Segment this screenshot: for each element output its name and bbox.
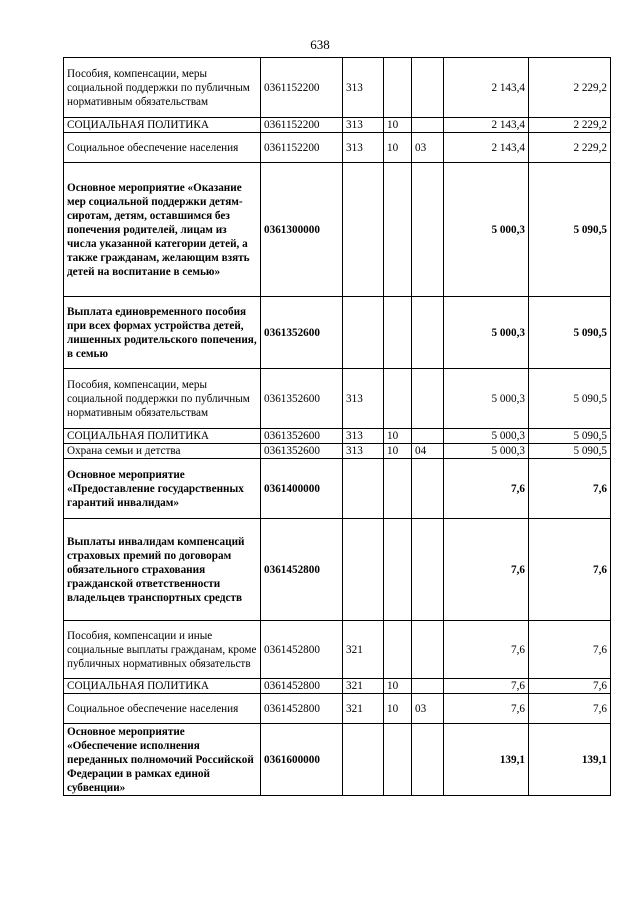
row-subsection: [412, 621, 444, 679]
table-row: [64, 519, 611, 621]
row-name: Пособия, компенсации, меры социальной поддержки по публичным нормативным обязательствам: [64, 58, 261, 118]
row-code: 0361152200: [261, 133, 343, 163]
row-code: 0361452800: [261, 519, 343, 621]
row-code: 0361600000: [261, 724, 343, 796]
row-name: Основное мероприятие «Обеспечение исполнения переданных полномочий Российской Федерации в рамках единой субвенции»: [64, 724, 261, 796]
row-name: Выплата единовременного пособия при всех формах устройства детей, лишенных родительского попечения, в семью: [64, 297, 261, 369]
row-code: 0361452800: [261, 621, 343, 679]
table-body: [64, 58, 611, 796]
row-subsection: [412, 163, 444, 297]
row-subsection: [412, 724, 444, 796]
row-amount-2: 2 229,2: [529, 58, 611, 118]
row-amount-2: 5 090,5: [529, 429, 611, 444]
row-expense-type: [343, 724, 384, 796]
table-row: [64, 429, 611, 444]
row-amount-1: 2 143,4: [444, 118, 529, 133]
row-section: [384, 297, 412, 369]
row-section: 10: [384, 444, 412, 459]
row-name: СОЦИАЛЬНАЯ ПОЛИТИКА: [64, 118, 261, 133]
row-name: Социальное обеспечение населения: [64, 133, 261, 163]
row-amount-1: 7,6: [444, 459, 529, 519]
row-code: 0361152200: [261, 58, 343, 118]
row-name: Пособия, компенсации и иные социальные выплаты гражданам, кроме публичных нормативных обязательств: [64, 621, 261, 679]
page-number: 638: [310, 37, 330, 52]
row-subsection: [412, 679, 444, 694]
row-expense-type: 321: [343, 694, 384, 724]
row-code: 0361152200: [261, 118, 343, 133]
row-amount-1: 5 000,3: [444, 369, 529, 429]
row-amount-2: 5 090,5: [529, 163, 611, 297]
row-amount-2: 7,6: [529, 694, 611, 724]
row-section: [384, 519, 412, 621]
row-expense-type: 321: [343, 621, 384, 679]
row-expense-type: 313: [343, 58, 384, 118]
table-row: [64, 369, 611, 429]
row-amount-1: 5 000,3: [444, 444, 529, 459]
table-row: [64, 694, 611, 724]
row-name: Социальное обеспечение населения: [64, 694, 261, 724]
row-expense-type: [343, 297, 384, 369]
row-amount-2: 7,6: [529, 621, 611, 679]
row-section: [384, 58, 412, 118]
row-section: 10: [384, 429, 412, 444]
row-amount-2: 5 090,5: [529, 369, 611, 429]
row-amount-2: 5 090,5: [529, 297, 611, 369]
row-code: 0361452800: [261, 679, 343, 694]
row-expense-type: 313: [343, 444, 384, 459]
row-code: 0361352600: [261, 369, 343, 429]
row-subsection: 04: [412, 444, 444, 459]
row-expense-type: [343, 519, 384, 621]
row-name: СОЦИАЛЬНАЯ ПОЛИТИКА: [64, 429, 261, 444]
row-amount-1: 5 000,3: [444, 163, 529, 297]
table-row: [64, 133, 611, 163]
row-amount-2: 7,6: [529, 679, 611, 694]
row-subsection: [412, 459, 444, 519]
row-amount-2: 139,1: [529, 724, 611, 796]
row-subsection: [412, 118, 444, 133]
row-section: [384, 724, 412, 796]
row-section: [384, 459, 412, 519]
row-section: 10: [384, 118, 412, 133]
row-amount-2: 2 229,2: [529, 118, 611, 133]
row-section: 10: [384, 133, 412, 163]
row-expense-type: 313: [343, 429, 384, 444]
row-section: 10: [384, 679, 412, 694]
row-code: 0361452800: [261, 694, 343, 724]
row-amount-2: 2 229,2: [529, 133, 611, 163]
row-section: [384, 163, 412, 297]
table-row: [64, 724, 611, 796]
row-amount-1: 7,6: [444, 621, 529, 679]
row-subsection: [412, 369, 444, 429]
row-section: [384, 621, 412, 679]
row-name: Основное мероприятие «Предоставление государственных гарантий инвалидам»: [64, 459, 261, 519]
row-name: СОЦИАЛЬНАЯ ПОЛИТИКА: [64, 679, 261, 694]
row-section: 10: [384, 694, 412, 724]
row-code: 0361352600: [261, 297, 343, 369]
row-expense-type: [343, 163, 384, 297]
table-row: [64, 679, 611, 694]
row-name: Выплаты инвалидам компенсаций страховых премий по договорам обязательного страхования гражданской ответственности владельцев транспортных средств: [64, 519, 261, 621]
table-row: [64, 118, 611, 133]
row-expense-type: 313: [343, 118, 384, 133]
row-amount-1: 7,6: [444, 679, 529, 694]
row-subsection: [412, 429, 444, 444]
row-code: 0361400000: [261, 459, 343, 519]
row-subsection: 03: [412, 133, 444, 163]
row-name: Основное мероприятие «Оказание мер социальной поддержки детям-сиротам, детям, оставшимся без попечения родителей, лицам из числа указанной категории детей, а также гражданам, желающим взять детей на воспитание в семью»: [64, 163, 261, 297]
row-subsection: [412, 297, 444, 369]
row-name: Охрана семьи и детства: [64, 444, 261, 459]
table-row: [64, 459, 611, 519]
row-amount-2: 5 090,5: [529, 444, 611, 459]
row-section: [384, 369, 412, 429]
row-subsection: 03: [412, 694, 444, 724]
table-row: [64, 444, 611, 459]
row-code: 0361300000: [261, 163, 343, 297]
row-amount-1: 5 000,3: [444, 429, 529, 444]
row-amount-2: 7,6: [529, 459, 611, 519]
table-row: [64, 163, 611, 297]
row-expense-type: 313: [343, 133, 384, 163]
table-row: [64, 621, 611, 679]
row-expense-type: 321: [343, 679, 384, 694]
row-amount-1: 7,6: [444, 519, 529, 621]
row-amount-1: 2 143,4: [444, 133, 529, 163]
row-subsection: [412, 519, 444, 621]
row-amount-1: 7,6: [444, 694, 529, 724]
row-code: 0361352600: [261, 444, 343, 459]
row-name: Пособия, компенсации, меры социальной поддержки по публичным нормативным обязательствам: [64, 369, 261, 429]
row-amount-2: 7,6: [529, 519, 611, 621]
budget-table: [63, 57, 611, 796]
row-expense-type: [343, 459, 384, 519]
table-row: [64, 297, 611, 369]
row-code: 0361352600: [261, 429, 343, 444]
table-row: [64, 58, 611, 118]
row-subsection: [412, 58, 444, 118]
row-amount-1: 2 143,4: [444, 58, 529, 118]
row-expense-type: 313: [343, 369, 384, 429]
row-amount-1: 5 000,3: [444, 297, 529, 369]
row-amount-1: 139,1: [444, 724, 529, 796]
